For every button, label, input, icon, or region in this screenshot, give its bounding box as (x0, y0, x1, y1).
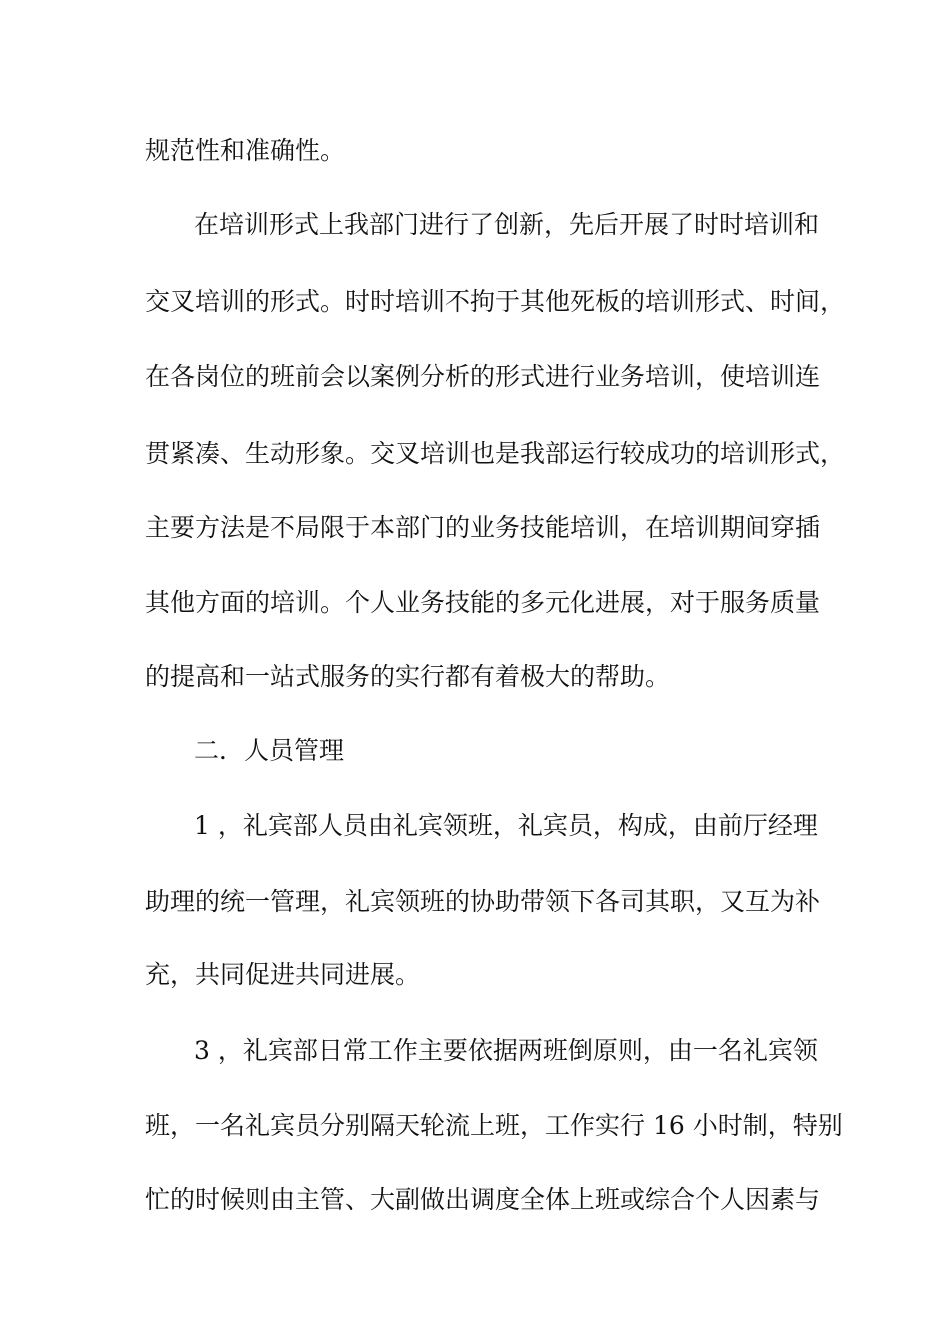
paragraph-first-line: 1 ，礼宾部人员由礼宾领班，礼宾员，构成，由前厅经理 (194, 811, 818, 840)
text-line: 的提高和一站式服务的实行都有着极大的帮助。 (145, 662, 671, 691)
paragraph-first-line: 3 ，礼宾部日常工作主要依据两班倒原则，由一名礼宾领 (194, 1036, 818, 1065)
text-line: 其他方面的培训。个人业务技能的多元化进展，对于服务质量 (145, 588, 821, 617)
text-line: 助理的统一管理，礼宾领班的协助带领下各司其职，又互为补 (145, 887, 821, 916)
text-line: 主要方法是不局限于本部门的业务技能培训，在培训期间穿插 (145, 513, 821, 542)
text-line: 规范性和准确性。 (145, 136, 346, 165)
text-line: 忙的时候则由主管、大副做出调度全体上班或综合个人因素与 (145, 1185, 821, 1214)
text-line: 班，一名礼宾员分别隔天轮流上班，工作实行 16 小时制，特别 (145, 1111, 843, 1140)
paragraph-first-line: 在培训形式上我部门进行了创新，先后开展了时时培训和 (194, 210, 820, 239)
text-line: 交叉培训的形式。时时培训不拘于其他死板的培训形式、时间， (145, 287, 846, 316)
text-line: 在各岗位的班前会以案例分析的形式进行业务培训，使培训连 (145, 362, 821, 391)
section-heading: 二．人员管理 (194, 736, 345, 765)
text-line: 充，共同促进共同进展。 (145, 960, 421, 989)
text-line: 贯紧凑、生动形象。交叉培训也是我部运行较成功的培训形式， (145, 439, 846, 468)
